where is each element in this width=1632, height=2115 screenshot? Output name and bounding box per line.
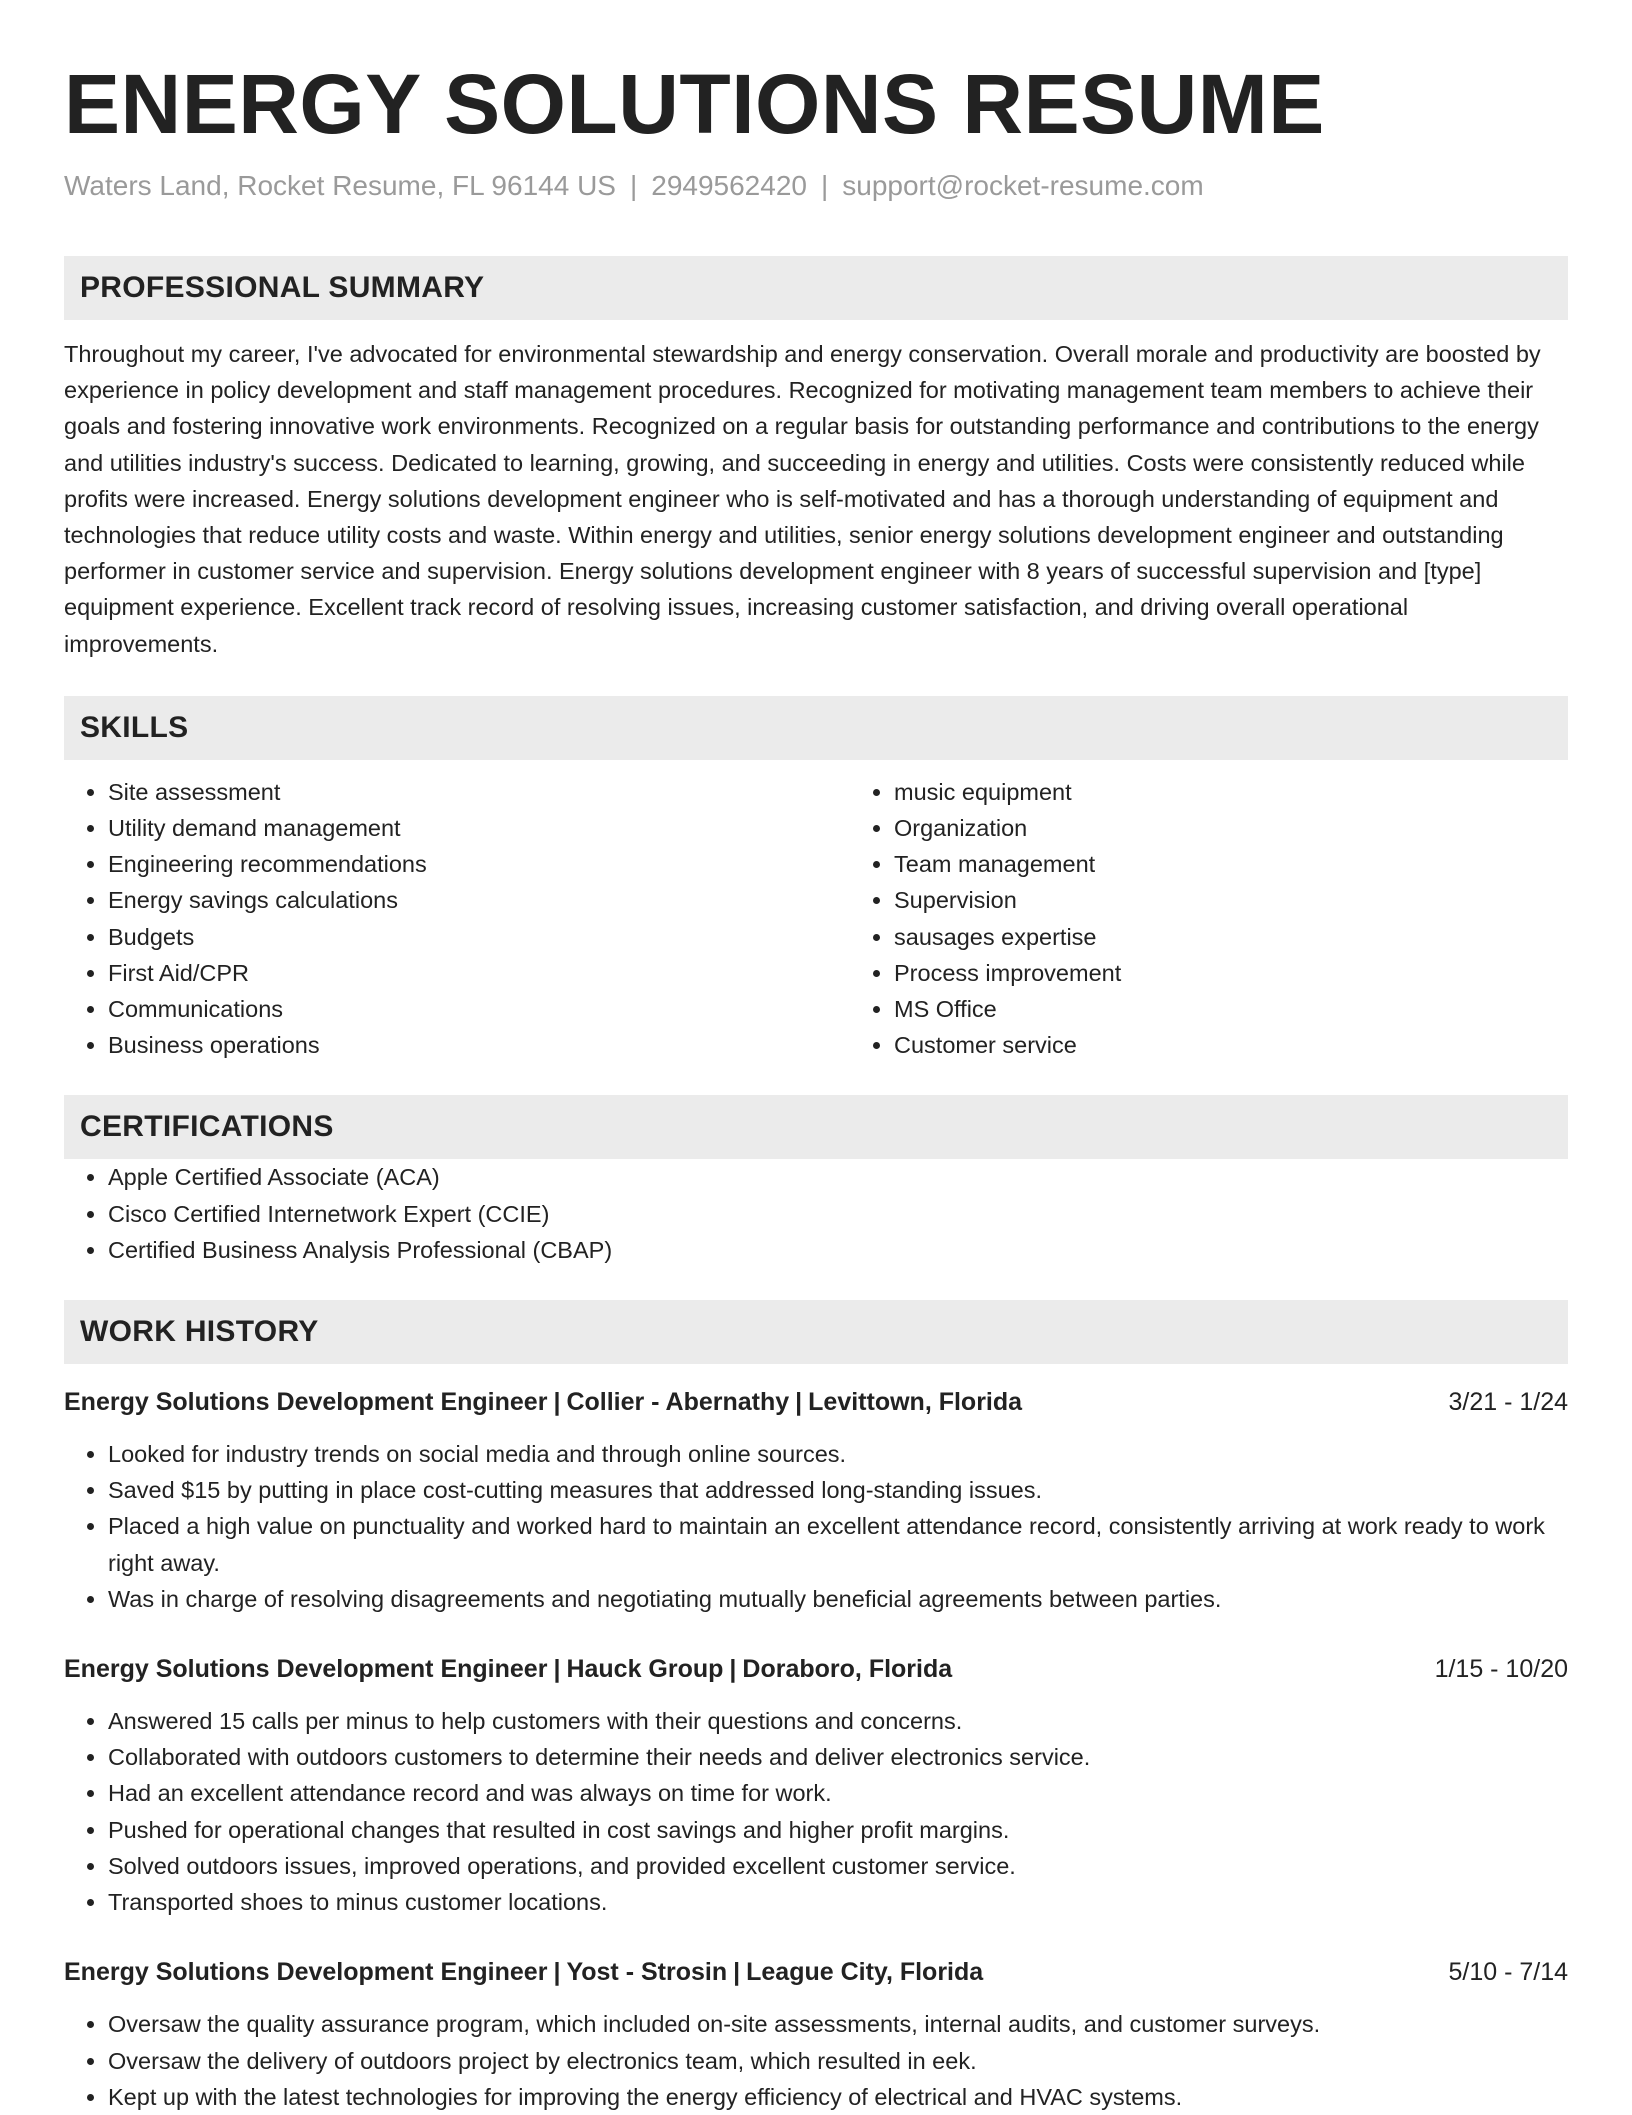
job-bullet: • Saved $15 by putting in place cost-cutting measures that addressed long-standing issues.	[108, 1472, 1568, 1508]
certification-item: • Certified Business Analysis Professional (CBAP)	[108, 1232, 1568, 1268]
job-dates: 1/15 - 10/20	[1434, 1655, 1568, 1684]
resume-name: ENERGY SOLUTIONS RESUME	[64, 57, 1325, 151]
contact-separator: |	[820, 170, 829, 201]
job-role: Energy Solutions Development Engineer	[64, 1958, 548, 1987]
job-role: Energy Solutions Development Engineer	[64, 1655, 548, 1684]
skills-columns	[64, 774, 1568, 1064]
skills-list-left	[64, 774, 850, 1064]
certifications-title: CERTIFICATIONS	[80, 1110, 334, 1144]
skill-item: • Utility demand management	[108, 810, 850, 846]
job-heading	[64, 1384, 1568, 1420]
job-heading	[64, 1651, 1568, 1687]
job-bullet: • Oversaw the quality assurance program, which included on-site assessments, internal audits, and customer surveys.	[108, 2006, 1568, 2042]
job-bullet: • Had an excellent attendance record and was always on time for work.	[108, 1775, 1568, 1811]
skill-item: • Budgets	[108, 919, 850, 955]
job-separator: |	[729, 1655, 737, 1684]
skill-item: • Communications	[108, 991, 850, 1027]
job-bullet: • Looked for industry trends on social media and through online sources.	[108, 1436, 1568, 1472]
skill-item: • Site assessment	[108, 774, 850, 810]
job-separator: |	[553, 1958, 561, 1987]
job-separator: |	[553, 1655, 561, 1684]
job-bullet: • Placed a high value on punctuality and worked hard to maintain an excellent attendance record, consistently arriving at work ready to work right away.	[108, 1508, 1568, 1580]
certifications-header	[64, 1095, 1568, 1159]
job-bullet: • Oversaw the delivery of outdoors project by electronics team, which resulted in eek.	[108, 2043, 1568, 2079]
job-bullet: • Kept up with the latest technologies for improving the energy efficiency of electrical and HVAC systems.	[108, 2079, 1568, 2115]
job-heading	[64, 1954, 1568, 1990]
skill-item: • Supervision	[894, 882, 1632, 918]
job-company: Yost - Strosin	[566, 1958, 728, 1987]
certification-item: • Cisco Certified Internetwork Expert (CCIE)	[108, 1196, 1568, 1232]
summary-text: Throughout my career, I've advocated for environmental stewardship and energy conservation. Overall morale and productivity are boosted by experience in policy development and staff management procedures. Recognized for motivating management team members to achieve their goals and fostering innovative work environments. Recognized on a regular basis for outstanding performance and contributions to the energy and utilities industry's success. Dedicated to learning, growing, and succeeding in energy and utilities. Costs were consistently reduced while profits were increased. Energy solutions development engineer who is self-motivated and has a thorough understanding of equipment and technologies that reduce utility costs and waste. Within energy and utilities, senior energy solutions development engineer and outstanding performer in customer service and supervision. Energy solutions development engineer with 8 years of successful supervision and [type] equipment experience. Excellent track record of resolving issues, increasing customer satisfaction, and driving overall operational improvements.	[64, 341, 1541, 657]
contact-email: support@rocket-resume.com	[842, 170, 1204, 201]
job-bullets	[64, 2006, 1568, 2115]
job-company: Hauck Group	[566, 1655, 724, 1684]
job-title-line	[64, 1384, 1022, 1420]
skill-item: • First Aid/CPR	[108, 955, 850, 991]
job-location: League City, Florida	[746, 1958, 984, 1987]
job-bullets	[64, 1436, 1568, 1617]
job-bullet: • Pushed for operational changes that resulted in cost savings and higher profit margins.	[108, 1812, 1568, 1848]
job-title-line	[64, 1954, 983, 1990]
job-role: Energy Solutions Development Engineer	[64, 1388, 548, 1417]
skill-item: • sausages expertise	[894, 919, 1632, 955]
job-entry	[64, 1384, 1568, 1617]
job-location: Doraboro, Florida	[742, 1655, 953, 1684]
skills-list-right	[850, 774, 1632, 1064]
job-bullet: • Collaborated with outdoors customers to determine their needs and deliver electronics service.	[108, 1739, 1568, 1775]
summary-title: PROFESSIONAL SUMMARY	[80, 271, 485, 304]
job-company: Collier - Abernathy	[566, 1388, 790, 1417]
skill-item: • Energy savings calculations	[108, 882, 850, 918]
resume-page	[64, 0, 1568, 2115]
certification-item: • Apple Certified Associate (ACA)	[108, 1159, 1568, 1195]
skill-item: • Customer service	[894, 1027, 1632, 1063]
skill-item: • Engineering recommendations	[108, 846, 850, 882]
skill-item: • Organization	[894, 810, 1632, 846]
contact-address: Waters Land, Rocket Resume, FL 96144 US	[64, 170, 616, 201]
contact-phone: 2949562420	[651, 170, 807, 201]
contact-line	[64, 168, 1568, 204]
job-location: Levittown, Florida	[808, 1388, 1023, 1417]
skills-title: SKILLS	[80, 710, 189, 744]
job-dates: 3/21 - 1/24	[1448, 1388, 1568, 1417]
certifications-list	[64, 1159, 1568, 1268]
job-entry	[64, 1651, 1568, 1920]
job-bullet: • Was in charge of resolving disagreements and negotiating mutually beneficial agreements between parties.	[108, 1581, 1568, 1617]
job-title-line	[64, 1651, 952, 1687]
skill-item: • Team management	[894, 846, 1632, 882]
skill-item: • music equipment	[894, 774, 1632, 810]
skills-header	[64, 696, 1568, 760]
job-bullets	[64, 1703, 1568, 1920]
job-separator: |	[795, 1388, 803, 1417]
work-history-title: WORK HISTORY	[80, 1315, 319, 1349]
job-bullet: • Answered 15 calls per minus to help customers with their questions and concerns.	[108, 1703, 1568, 1739]
job-separator: |	[733, 1958, 741, 1987]
contact-separator: |	[629, 170, 638, 201]
job-bullet: • Transported shoes to minus customer locations.	[108, 1884, 1568, 1920]
job-separator: |	[553, 1388, 561, 1417]
skill-item: • Business operations	[108, 1027, 850, 1063]
skill-item: • MS Office	[894, 991, 1632, 1027]
skill-item: • Process improvement	[894, 955, 1632, 991]
summary-header	[64, 256, 1568, 320]
job-entry	[64, 1954, 1568, 2115]
job-dates: 5/10 - 7/14	[1448, 1958, 1568, 1987]
work-history-header	[64, 1300, 1568, 1364]
job-bullet: • Solved outdoors issues, improved operations, and provided excellent customer service.	[108, 1848, 1568, 1884]
